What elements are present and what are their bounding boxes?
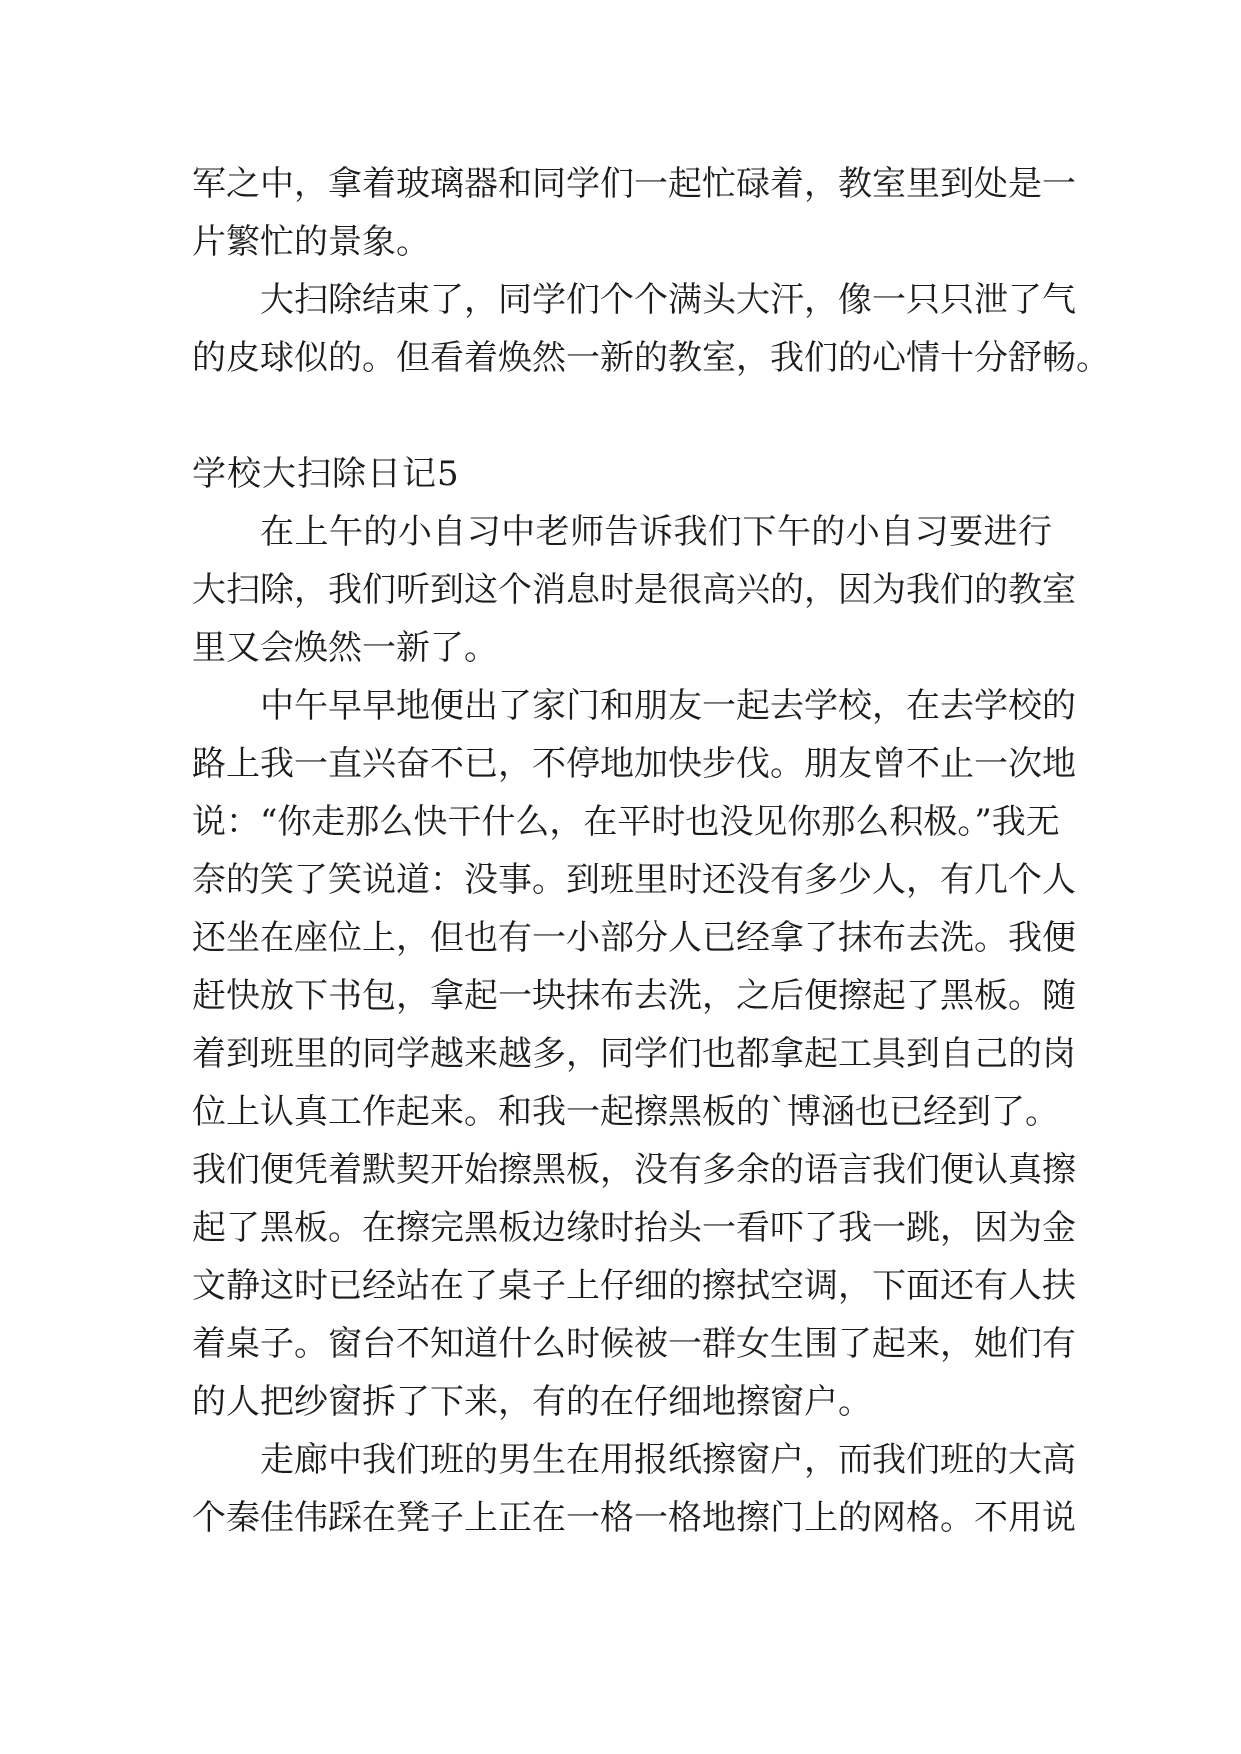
paragraph-line: 着桌子。窗台不知道什么时候被一群女生围了起来，她们有 bbox=[192, 1324, 1076, 1364]
paragraph-line: 的人把纱窗拆了下来，有的在仔细地擦窗户。 bbox=[192, 1382, 872, 1422]
paragraph-line: 起了黑板。在擦完黑板边缘时抬头一看吓了我一跳，因为金 bbox=[192, 1208, 1076, 1248]
paragraph-line: 里又会焕然一新了。 bbox=[192, 628, 498, 668]
paragraph-line: 在上午的小自习中老师告诉我们下午的小自习要进行 bbox=[260, 512, 1052, 552]
paragraph-line: 还坐在座位上，但也有一小部分人已经拿了抹布去洗。我便 bbox=[192, 918, 1076, 958]
paragraph-line: 位上认真工作起来。和我一起擦黑板的`博涵也已经到了。 bbox=[192, 1092, 1059, 1132]
paragraph-line: 我们便凭着默契开始擦黑板，没有多余的语言我们便认真擦 bbox=[192, 1150, 1076, 1190]
paragraph-line: 着到班里的同学越来越多，同学们也都拿起工具到自己的岗 bbox=[192, 1034, 1076, 1074]
paragraph-line: 路上我一直兴奋不已，不停地加快步伐。朋友曾不止一次地 bbox=[192, 744, 1076, 784]
paragraph-line: 片繁忙的景象。 bbox=[192, 222, 430, 262]
paragraph-line: 的皮球似的。但看着焕然一新的教室，我们的心情十分舒畅。 bbox=[192, 338, 1110, 378]
paragraph-line: 大扫除，我们听到这个消息时是很高兴的，因为我们的教室 bbox=[192, 570, 1076, 610]
paragraph-line: 中午早早地便出了家门和朋友一起去学校，在去学校的 bbox=[260, 686, 1076, 726]
paragraph-line: 赶快放下书包，拿起一块抹布去洗，之后便擦起了黑板。随 bbox=[192, 976, 1076, 1016]
paragraph-line: 大扫除结束了，同学们个个满头大汗，像一只只泄了气 bbox=[260, 280, 1076, 320]
paragraph-line: 个秦佳伟踩在凳子上正在一格一格地擦门上的网格。不用说 bbox=[192, 1498, 1076, 1538]
paragraph-line: 说：“你走那么快干什么，在平时也没见你那么积极。”我无 bbox=[192, 802, 1060, 842]
paragraph-line: 走廊中我们班的男生在用报纸擦窗户，而我们班的大高 bbox=[260, 1440, 1076, 1480]
section-title: 学校大扫除日记5 bbox=[192, 454, 460, 494]
paragraph-line: 文静这时已经站在了桌子上仔细的擦拭空调，下面还有人扶 bbox=[192, 1266, 1076, 1306]
paragraph-line: 奈的笑了笑说道：没事。到班里时还没有多少人，有几个人 bbox=[192, 860, 1076, 900]
paragraph-line: 军之中，拿着玻璃器和同学们一起忙碌着，教室里到处是一 bbox=[192, 164, 1076, 204]
